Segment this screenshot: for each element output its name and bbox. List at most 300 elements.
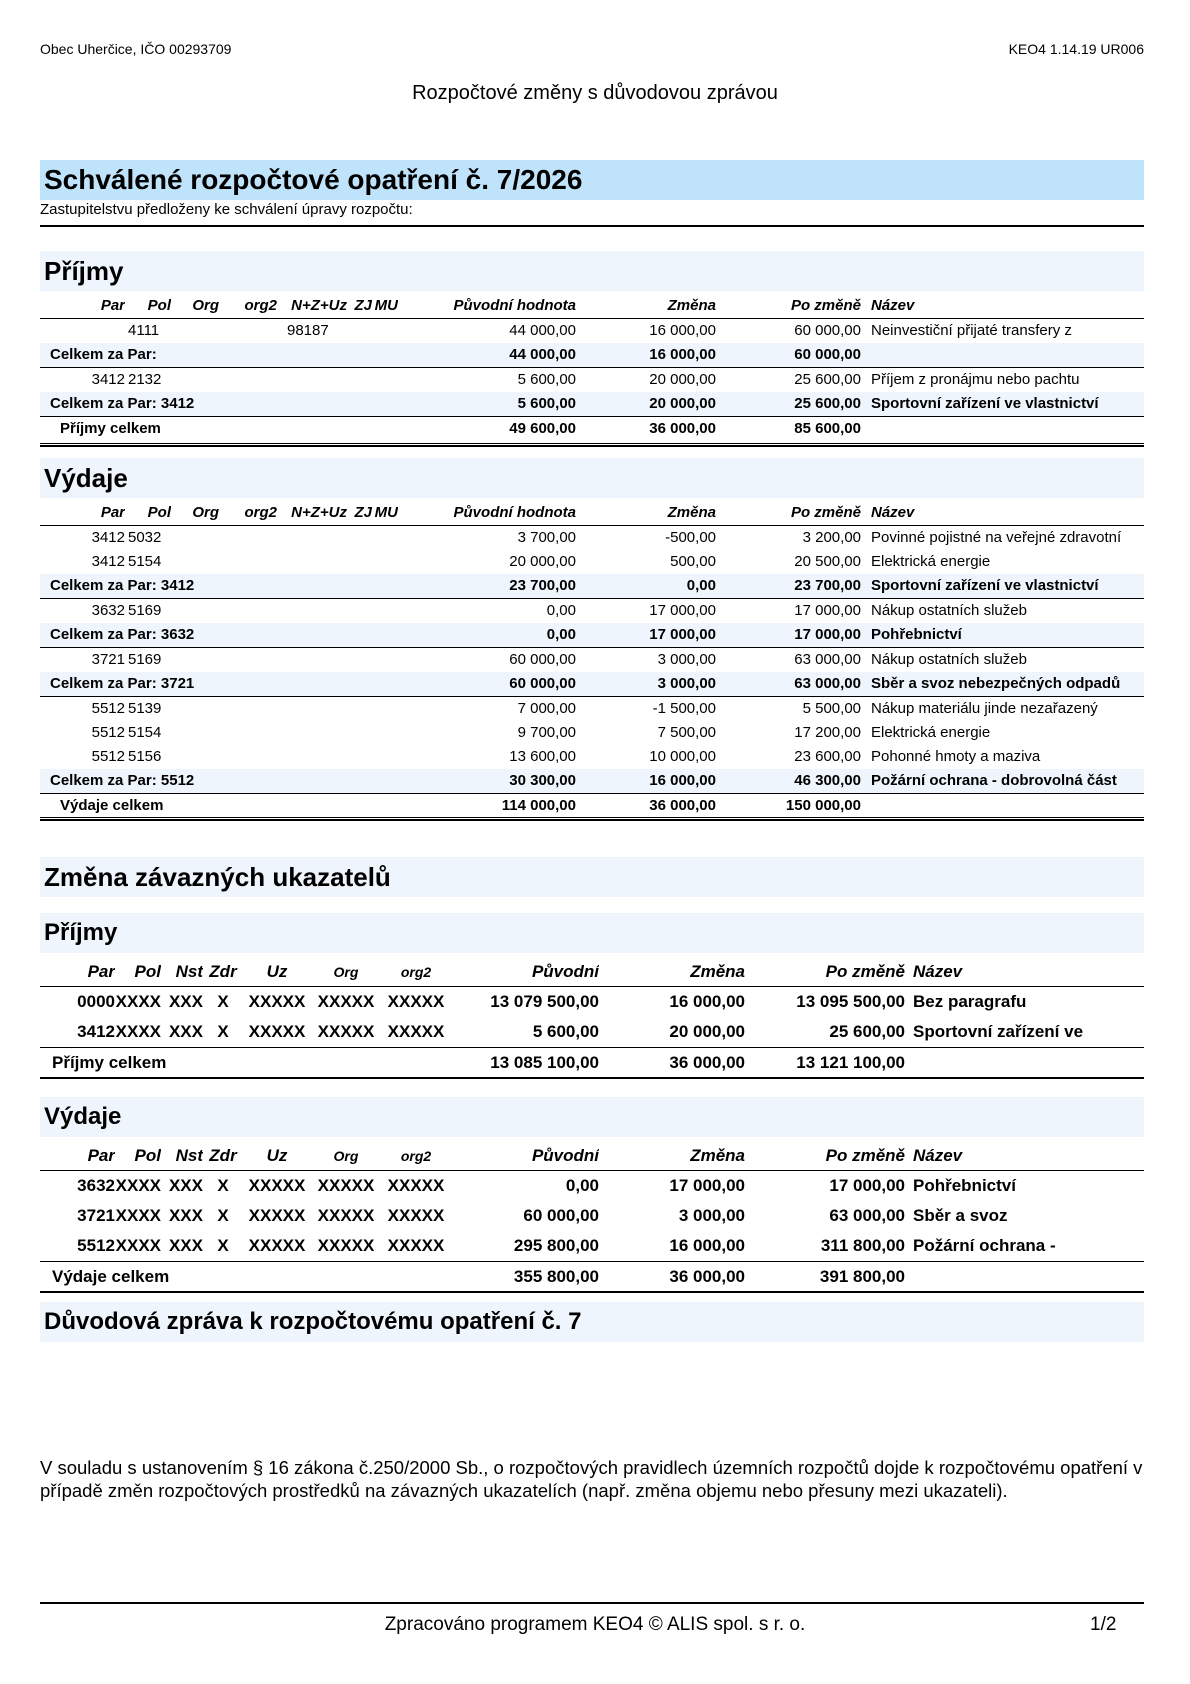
cell-after: 63 000,00 <box>829 1206 905 1225</box>
col-org: Org <box>171 294 219 319</box>
cell-name: Elektrická energie <box>871 724 991 741</box>
cell-pol: XXXX <box>115 1022 161 1041</box>
total-change: 36 000,00 <box>576 794 716 819</box>
cell-org <box>171 745 219 769</box>
binding-expenses-header-row <box>40 1142 1144 1171</box>
cell-pol: 5032 <box>128 529 162 546</box>
measure-intro: Zastupitelstvu předloženy ke schválení úpravy rozpočtu: <box>40 201 413 218</box>
justification-title: Důvodová zpráva k rozpočtovému opatření č. 7 <box>40 1302 1144 1342</box>
col-nzuz: N+Z+Uz <box>277 294 347 319</box>
col-name: Název <box>861 294 1144 319</box>
col-pol: Pol <box>125 501 171 526</box>
cell-uz: XXXXX <box>248 1236 306 1255</box>
cell-orig: 60 000,00 <box>523 1206 599 1225</box>
cell-orig: 5 600,00 <box>532 1022 599 1041</box>
cell-org2 <box>219 599 277 624</box>
cell-change: 16 000,00 <box>576 769 716 794</box>
table-row <box>40 368 1144 393</box>
cell-par: 0000 <box>77 992 115 1011</box>
cell-name: Požární ochrana - <box>913 1236 1056 1255</box>
total-name <box>861 794 1144 819</box>
subtotal-row <box>40 574 1144 599</box>
total-original: 13 085 100,00 <box>451 1048 599 1079</box>
cell-par <box>40 319 125 344</box>
cell-org: XXXXX <box>317 1236 375 1255</box>
subtotal-row <box>40 672 1144 697</box>
cell-after: 25 600,00 <box>716 392 861 417</box>
cell-par: 3412 <box>91 553 125 570</box>
cell-par: 3412 <box>77 1022 115 1041</box>
total-original: 114 000,00 <box>398 794 576 819</box>
cell-org2 <box>219 526 277 551</box>
binding-expenses-table <box>40 1142 1144 1292</box>
cell-org <box>171 648 219 673</box>
cell-original: 23 700,00 <box>398 574 576 599</box>
cell-original: 44 000,00 <box>509 322 576 339</box>
cell-nzuz <box>277 648 347 673</box>
cell-name <box>861 343 1144 368</box>
cell-name: Sportovní zařízení ve vlastnictví <box>861 574 1144 599</box>
binding-income-header-row <box>40 958 1144 987</box>
income-table <box>40 294 1144 441</box>
col-after: Po změně <box>745 958 905 987</box>
cell-original: 0,00 <box>398 599 576 624</box>
cell-change: 0,00 <box>576 574 716 599</box>
cell-zj <box>347 368 372 393</box>
cell-zj <box>347 697 372 722</box>
binding-income-rule <box>40 1077 1144 1079</box>
cell-mu <box>372 526 398 551</box>
cell-nzuz: 98187 <box>287 322 329 339</box>
cell-change: 500,00 <box>670 553 716 570</box>
cell-zj <box>347 319 372 344</box>
subtotal-label: Celkem za Par: <box>40 343 398 368</box>
cell-org <box>171 319 219 344</box>
col-nst: Nst <box>161 958 203 987</box>
cell-nzuz <box>277 697 347 722</box>
cell-change: 16 000,00 <box>649 322 716 339</box>
cell-orig: 13 079 500,00 <box>490 992 599 1011</box>
cell-change: 3 000,00 <box>576 672 716 697</box>
col-org2: org2 <box>381 958 451 987</box>
cell-orig: 0,00 <box>565 1176 599 1195</box>
total-label: Příjmy celkem <box>40 1048 451 1079</box>
table-row <box>40 1171 1144 1202</box>
col-after: Po změně <box>745 1142 905 1171</box>
cell-nzuz <box>277 368 347 393</box>
expenses-table <box>40 501 1144 818</box>
subtotal-label: Celkem za Par: 3412 <box>40 392 398 417</box>
total-change: 36 000,00 <box>576 417 716 442</box>
subtotal-row <box>40 343 1144 368</box>
cell-after: 311 800,00 <box>820 1236 905 1255</box>
cell-org2: XXXXX <box>387 1022 445 1041</box>
col-change: Změna <box>576 294 716 319</box>
expenses-section-title: Výdaje <box>40 458 1144 498</box>
col-mu: MU <box>372 294 398 319</box>
cell-after: 25 600,00 <box>829 1022 905 1041</box>
table-row <box>40 697 1144 722</box>
cell-org: XXXXX <box>317 1206 375 1225</box>
cell-change: 17 000,00 <box>576 599 716 624</box>
cell-nst: XXX <box>168 1206 203 1225</box>
cell-after: 3 200,00 <box>802 529 861 546</box>
cell-after: 13 095 500,00 <box>796 992 905 1011</box>
cell-original: 60 000,00 <box>398 672 576 697</box>
col-pol: Pol <box>125 294 171 319</box>
cell-after: 60 000,00 <box>794 322 861 339</box>
cell-pol: 5169 <box>125 648 171 673</box>
cell-nst: XXX <box>168 1236 203 1255</box>
total-row <box>40 417 1144 442</box>
cell-name: Pohřebnictví <box>913 1176 1016 1195</box>
cell-par: 3412 <box>40 368 125 393</box>
cell-org2 <box>219 648 277 673</box>
subtotal-label: Celkem za Par: 3632 <box>40 623 398 648</box>
table-row <box>40 745 1144 769</box>
income-section-title: Příjmy <box>40 251 1144 291</box>
table-row <box>40 721 1144 745</box>
cell-zdr: X <box>217 1022 229 1041</box>
binding-income-title: Příjmy <box>40 913 1144 953</box>
cell-original: 3 700,00 <box>517 529 576 546</box>
page-number: 1/2 <box>1090 1614 1117 1635</box>
table-row <box>40 987 1144 1018</box>
cell-zj <box>347 648 372 673</box>
subtotal-label: Celkem za Par: 3412 <box>40 574 398 599</box>
table-row <box>40 1231 1144 1262</box>
expenses-header-row <box>40 501 1144 526</box>
col-org2: org2 <box>219 501 277 526</box>
cell-org2: XXXXX <box>387 1236 445 1255</box>
cell-change: 20 000,00 <box>669 1022 745 1041</box>
table-row <box>40 526 1144 551</box>
cell-nzuz <box>277 745 347 769</box>
cell-par: 3412 <box>91 529 125 546</box>
col-par: Par <box>40 501 125 526</box>
cell-original: 7 000,00 <box>398 697 576 722</box>
cell-par: 3721 <box>40 648 125 673</box>
cell-org2 <box>219 550 277 574</box>
col-original: Původní <box>451 1142 599 1171</box>
cell-pol: XXXX <box>115 992 161 1011</box>
table-row <box>40 550 1144 574</box>
cell-original: 60 000,00 <box>398 648 576 673</box>
cell-zdr: X <box>217 1176 229 1195</box>
cell-org: XXXXX <box>317 1022 375 1041</box>
total-after: 150 000,00 <box>716 794 861 819</box>
header-organization: Obec Uherčice, IČO 00293709 <box>40 41 232 57</box>
cell-change: 17 000,00 <box>576 623 716 648</box>
cell-name: Nákup ostatních služeb <box>861 648 1144 673</box>
cell-uz: XXXXX <box>248 1206 306 1225</box>
cell-after: 63 000,00 <box>716 672 861 697</box>
col-nzuz: N+Z+Uz <box>277 501 347 526</box>
cell-after: 46 300,00 <box>716 769 861 794</box>
col-zj: ZJ <box>347 294 372 319</box>
cell-original: 5 600,00 <box>398 392 576 417</box>
cell-after: 60 000,00 <box>716 343 861 368</box>
cell-org2 <box>219 697 277 722</box>
cell-change: 20 000,00 <box>576 368 716 393</box>
col-zdr: Zdr <box>203 1142 243 1171</box>
cell-org2: XXXXX <box>387 1206 445 1225</box>
binding-income-table <box>40 958 1144 1078</box>
col-mu: MU <box>372 501 398 526</box>
cell-org <box>171 599 219 624</box>
cell-pol: 5156 <box>128 748 162 765</box>
table-row <box>40 648 1144 673</box>
cell-pol: 5154 <box>128 724 162 741</box>
binding-section-title: Změna závazných ukazatelů <box>40 857 1144 897</box>
subtotal-row <box>40 392 1144 417</box>
cell-nst: XXX <box>168 992 203 1011</box>
cell-nst: XXX <box>168 1022 203 1041</box>
cell-name: Sportovní zařízení ve <box>913 1022 1084 1041</box>
cell-mu <box>372 648 398 673</box>
cell-after: 20 500,00 <box>794 553 861 570</box>
total-label: Výdaje celkem <box>40 794 398 819</box>
cell-org <box>171 526 219 551</box>
cell-mu <box>372 550 398 574</box>
col-org: Org <box>311 958 381 987</box>
cell-pol: 2132 <box>125 368 171 393</box>
cell-nzuz <box>277 599 347 624</box>
cell-original: 9 700,00 <box>517 724 576 741</box>
col-after: Po změně <box>716 501 861 526</box>
subtotal-label: Celkem za Par: 3721 <box>40 672 398 697</box>
cell-org2 <box>219 745 277 769</box>
cell-par: 5512 <box>77 1236 115 1255</box>
cell-org2: XXXXX <box>387 992 445 1011</box>
cell-par: 5512 <box>91 724 125 741</box>
cell-original: 44 000,00 <box>398 343 576 368</box>
col-original: Původní <box>451 958 599 987</box>
cell-name: Příjem z pronájmu nebo pachtu <box>861 368 1144 393</box>
cell-change: 3 000,00 <box>678 1206 745 1225</box>
binding-expenses-rule <box>40 1291 1144 1293</box>
col-pol: Pol <box>115 958 161 987</box>
cell-zj <box>347 526 372 551</box>
total-row <box>40 1048 1144 1079</box>
cell-zdr: X <box>217 992 229 1011</box>
cell-zdr: X <box>217 1236 229 1255</box>
cell-original: 13 600,00 <box>509 748 576 765</box>
cell-mu <box>372 319 398 344</box>
col-name: Název <box>905 1142 1144 1171</box>
justification-text: V souladu s ustanovením § 16 zákona č.250/2000 Sb., o rozpočtových pravidlech územních rozpočtů dojde k rozpočtovému opatření v případě změn rozpočtových prostředků na závazných ukazatelích (např. změna objemu nebo přesuny mezi ukazateli). <box>40 1457 1143 1501</box>
cell-pol: XXXX <box>115 1206 161 1225</box>
cell-orig: 295 800,00 <box>513 1236 599 1255</box>
subtotal-row <box>40 623 1144 648</box>
col-zdr: Zdr <box>203 958 243 987</box>
col-par: Par <box>40 1142 115 1171</box>
total-after: 391 800,00 <box>745 1262 905 1293</box>
cell-nst: XXX <box>168 1176 203 1195</box>
total-name <box>861 417 1144 442</box>
total-label: Příjmy celkem <box>40 417 398 442</box>
cell-nzuz <box>277 721 347 745</box>
cell-uz: XXXXX <box>248 1022 306 1041</box>
col-par: Par <box>40 958 115 987</box>
footer-rule <box>40 1602 1144 1604</box>
cell-after: 17 000,00 <box>829 1176 905 1195</box>
cell-pol: 5154 <box>128 553 162 570</box>
cell-nzuz <box>277 550 347 574</box>
col-uz: Uz <box>243 958 311 987</box>
divider <box>40 225 1144 227</box>
header-program-version: KEO4 1.14.19 UR006 <box>1008 41 1144 57</box>
cell-org <box>171 697 219 722</box>
col-org: Org <box>171 501 219 526</box>
cell-zj <box>347 599 372 624</box>
col-org2: org2 <box>219 294 277 319</box>
table-row <box>40 1201 1144 1231</box>
col-after: Po změně <box>716 294 861 319</box>
cell-par: 3632 <box>77 1176 115 1195</box>
cell-after: 23 700,00 <box>716 574 861 599</box>
cell-zj <box>347 745 372 769</box>
cell-after: 17 000,00 <box>716 599 861 624</box>
cell-change: 17 000,00 <box>669 1176 745 1195</box>
table-row <box>40 1017 1144 1048</box>
document-title: Rozpočtové změny s důvodovou zprávou <box>412 82 778 104</box>
total-after: 13 121 100,00 <box>745 1048 905 1079</box>
cell-change: 16 000,00 <box>669 992 745 1011</box>
cell-mu <box>372 599 398 624</box>
cell-change: 16 000,00 <box>669 1236 745 1255</box>
table-row <box>40 319 1144 344</box>
cell-name: Pohřebnictví <box>861 623 1144 648</box>
cell-after: 23 600,00 <box>794 748 861 765</box>
cell-after: 5 500,00 <box>716 697 861 722</box>
cell-original: 20 000,00 <box>509 553 576 570</box>
cell-pol: 4111 <box>128 322 160 339</box>
col-org: Org <box>311 1142 381 1171</box>
col-name: Název <box>861 501 1144 526</box>
cell-mu <box>372 697 398 722</box>
cell-change: -1 500,00 <box>576 697 716 722</box>
col-name: Název <box>905 958 1144 987</box>
cell-name: Bez paragrafu <box>913 992 1027 1011</box>
income-header-row <box>40 294 1144 319</box>
cell-par: 3632 <box>40 599 125 624</box>
cell-after: 17 000,00 <box>716 623 861 648</box>
cell-mu <box>372 368 398 393</box>
cell-uz: XXXXX <box>248 1176 306 1195</box>
cell-name: Sběr a svoz nebezpečných odpadů <box>861 672 1144 697</box>
cell-org <box>171 721 219 745</box>
cell-original: 5 600,00 <box>398 368 576 393</box>
cell-pol: XXXX <box>115 1236 161 1255</box>
total-label: Výdaje celkem <box>40 1262 451 1293</box>
cell-change: 16 000,00 <box>576 343 716 368</box>
subtotal-label: Celkem za Par: 5512 <box>40 769 398 794</box>
total-change: 36 000,00 <box>599 1048 745 1079</box>
total-name <box>905 1262 1144 1293</box>
cell-change: 3 000,00 <box>576 648 716 673</box>
cell-original: 30 300,00 <box>398 769 576 794</box>
cell-par: 3721 <box>77 1206 115 1225</box>
cell-after: 17 200,00 <box>794 724 861 741</box>
cell-mu <box>372 745 398 769</box>
cell-org <box>171 368 219 393</box>
cell-zj <box>347 550 372 574</box>
cell-change: 20 000,00 <box>576 392 716 417</box>
cell-org2 <box>219 721 277 745</box>
cell-name: Požární ochrana - dobrovolná část <box>861 769 1144 794</box>
col-original: Původní hodnota <box>398 294 576 319</box>
cell-org2 <box>219 368 277 393</box>
footer-text: Zpracováno programem KEO4 © ALIS spol. s r. o. <box>384 1614 806 1635</box>
cell-par: 5512 <box>91 748 125 765</box>
cell-org: XXXXX <box>317 1176 375 1195</box>
cell-pol: 5169 <box>125 599 171 624</box>
cell-after: 25 600,00 <box>716 368 861 393</box>
cell-name: Neinvestiční přijaté transfery z <box>871 322 1072 339</box>
total-row <box>40 1262 1144 1293</box>
income-double-rule <box>40 443 1144 447</box>
col-uz: Uz <box>243 1142 311 1171</box>
cell-name: Sběr a svoz <box>913 1206 1008 1225</box>
cell-zj <box>347 721 372 745</box>
cell-change: -500,00 <box>665 529 716 546</box>
col-org2: org2 <box>381 1142 451 1171</box>
col-change: Změna <box>576 501 716 526</box>
cell-after: 63 000,00 <box>716 648 861 673</box>
cell-name: Nákup ostatních služeb <box>861 599 1144 624</box>
cell-uz: XXXXX <box>248 992 306 1011</box>
cell-zdr: X <box>217 1206 229 1225</box>
subtotal-row <box>40 769 1144 794</box>
total-row <box>40 794 1144 819</box>
cell-original: 0,00 <box>398 623 576 648</box>
cell-name: Povinné pojistné na veřejné zdravotní <box>871 529 1122 546</box>
cell-par: 5512 <box>40 697 125 722</box>
total-original: 355 800,00 <box>451 1262 599 1293</box>
cell-org2 <box>219 319 277 344</box>
col-pol: Pol <box>115 1142 161 1171</box>
cell-pol: XXXX <box>115 1176 161 1195</box>
total-change: 36 000,00 <box>599 1262 745 1293</box>
cell-name: Nákup materiálu jinde nezařazený <box>861 697 1144 722</box>
cell-name: Pohonné hmoty a maziva <box>871 748 1041 765</box>
measure-title: Schválené rozpočtové opatření č. 7/2026 <box>40 160 1144 200</box>
cell-nzuz <box>277 526 347 551</box>
cell-pol: 5139 <box>125 697 171 722</box>
col-change: Změna <box>599 1142 745 1171</box>
expenses-double-rule <box>40 817 1144 821</box>
total-original: 49 600,00 <box>398 417 576 442</box>
table-row <box>40 599 1144 624</box>
total-after: 85 600,00 <box>716 417 861 442</box>
col-par: Par <box>40 294 125 319</box>
total-name <box>905 1048 1144 1079</box>
cell-mu <box>372 721 398 745</box>
cell-change: 10 000,00 <box>649 748 716 765</box>
cell-change: 7 500,00 <box>657 724 716 741</box>
cell-name: Elektrická energie <box>871 553 991 570</box>
col-zj: ZJ <box>347 501 372 526</box>
col-original: Původní hodnota <box>398 501 576 526</box>
binding-expenses-title: Výdaje <box>40 1097 1144 1137</box>
cell-org2: XXXXX <box>387 1176 445 1195</box>
cell-name: Sportovní zařízení ve vlastnictví <box>861 392 1144 417</box>
col-change: Změna <box>599 958 745 987</box>
cell-org <box>171 550 219 574</box>
cell-org: XXXXX <box>317 992 375 1011</box>
col-nst: Nst <box>161 1142 203 1171</box>
